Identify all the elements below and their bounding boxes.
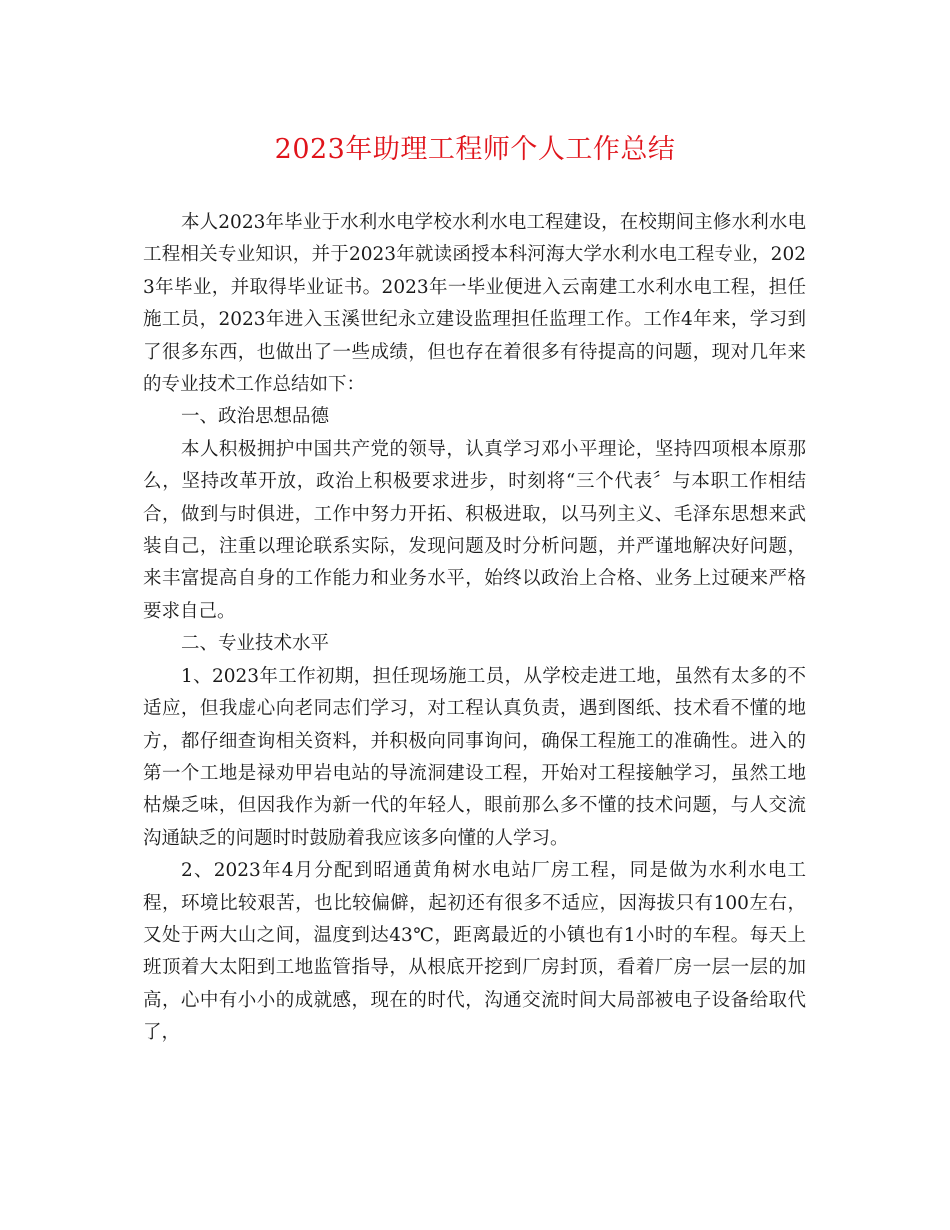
technical-paragraph-1: 1、2023年工作初期，担任现场施工员，从学校走进工地，虽然有太多的不适应，但我虚心向老同志们学习，对工程认真负责，遇到图纸、技术看不懂的地方，都仔细查询相关资料，并积极向同事询问，确保工程施工的准确性。进入的第一个工地是禄劝甲岩电站的导流洞建设工程，开始对工程接触学习，虽然工地枯燥乏味，但因我作为新一代的年轻人，眼前那么多不懂的技术问题，与人交流沟通缺乏的问题时时鼓励着我应该多向懂的人学习。 bbox=[143, 665, 806, 849]
political-paragraph: 本人积极拥护中国共产党的领导，认真学习邓小平理论，坚持四项根本原那么，坚持改革开放，政治上积极要求进步，时刻将“三个代表〞与本职工作相结合，做到与时俱进，工作中努力开拓、积极进取，以马列主义、毛泽东思想来武装自己，注重以理论联系实际，发现问题及时分析问题，并严谨地解决好问题，来丰富提高自身的工作能力和业务水平，始终以政治上合格、业务上过硬来严格要求自己。 bbox=[143, 438, 806, 622]
document-title: 2023年助理工程师个人工作总结 bbox=[274, 134, 676, 165]
intro-paragraph: 本人2023年毕业于水利水电学校水利水电工程建设，在校期间主修水利水电工程相关专业知识，并于2023年就读函授本科河海大学水利水电工程专业，2023年毕业，并取得毕业证书。2023年一毕业便进入云南建工水利水电工程，担任施工员，2023年进入玉溪世纪永立建设监理担任监理工作。工作4年来，学习到了很多东西，也做出了一些成绩，但也存在着很多有待提高的问题，现对几年来的专业技术工作总结如下： bbox=[143, 212, 806, 396]
section-heading-technical: 二、专业技术水平 bbox=[181, 633, 330, 655]
technical-paragraph-2: 2、2023年4月分配到昭通黄角树水电站厂房工程，同是做为水利水电工程，环境比较艰苦，也比较偏僻，起初还有很多不适应，因海拔只有100左右，又处于两大山之间，温度到达43℃，距离最近的小镇也有1小时的车程。每天上班顶着大太阳到工地监管指导，从根底开挖到厂房封顶，看着厂房一层一层的加高，心中有小小的成就感，现在的时代，沟通交流时间大局部被电子设备给取代了， bbox=[143, 860, 806, 1044]
document-body bbox=[143, 207, 806, 1050]
section-heading-political: 一、政治思想品德 bbox=[181, 406, 330, 428]
